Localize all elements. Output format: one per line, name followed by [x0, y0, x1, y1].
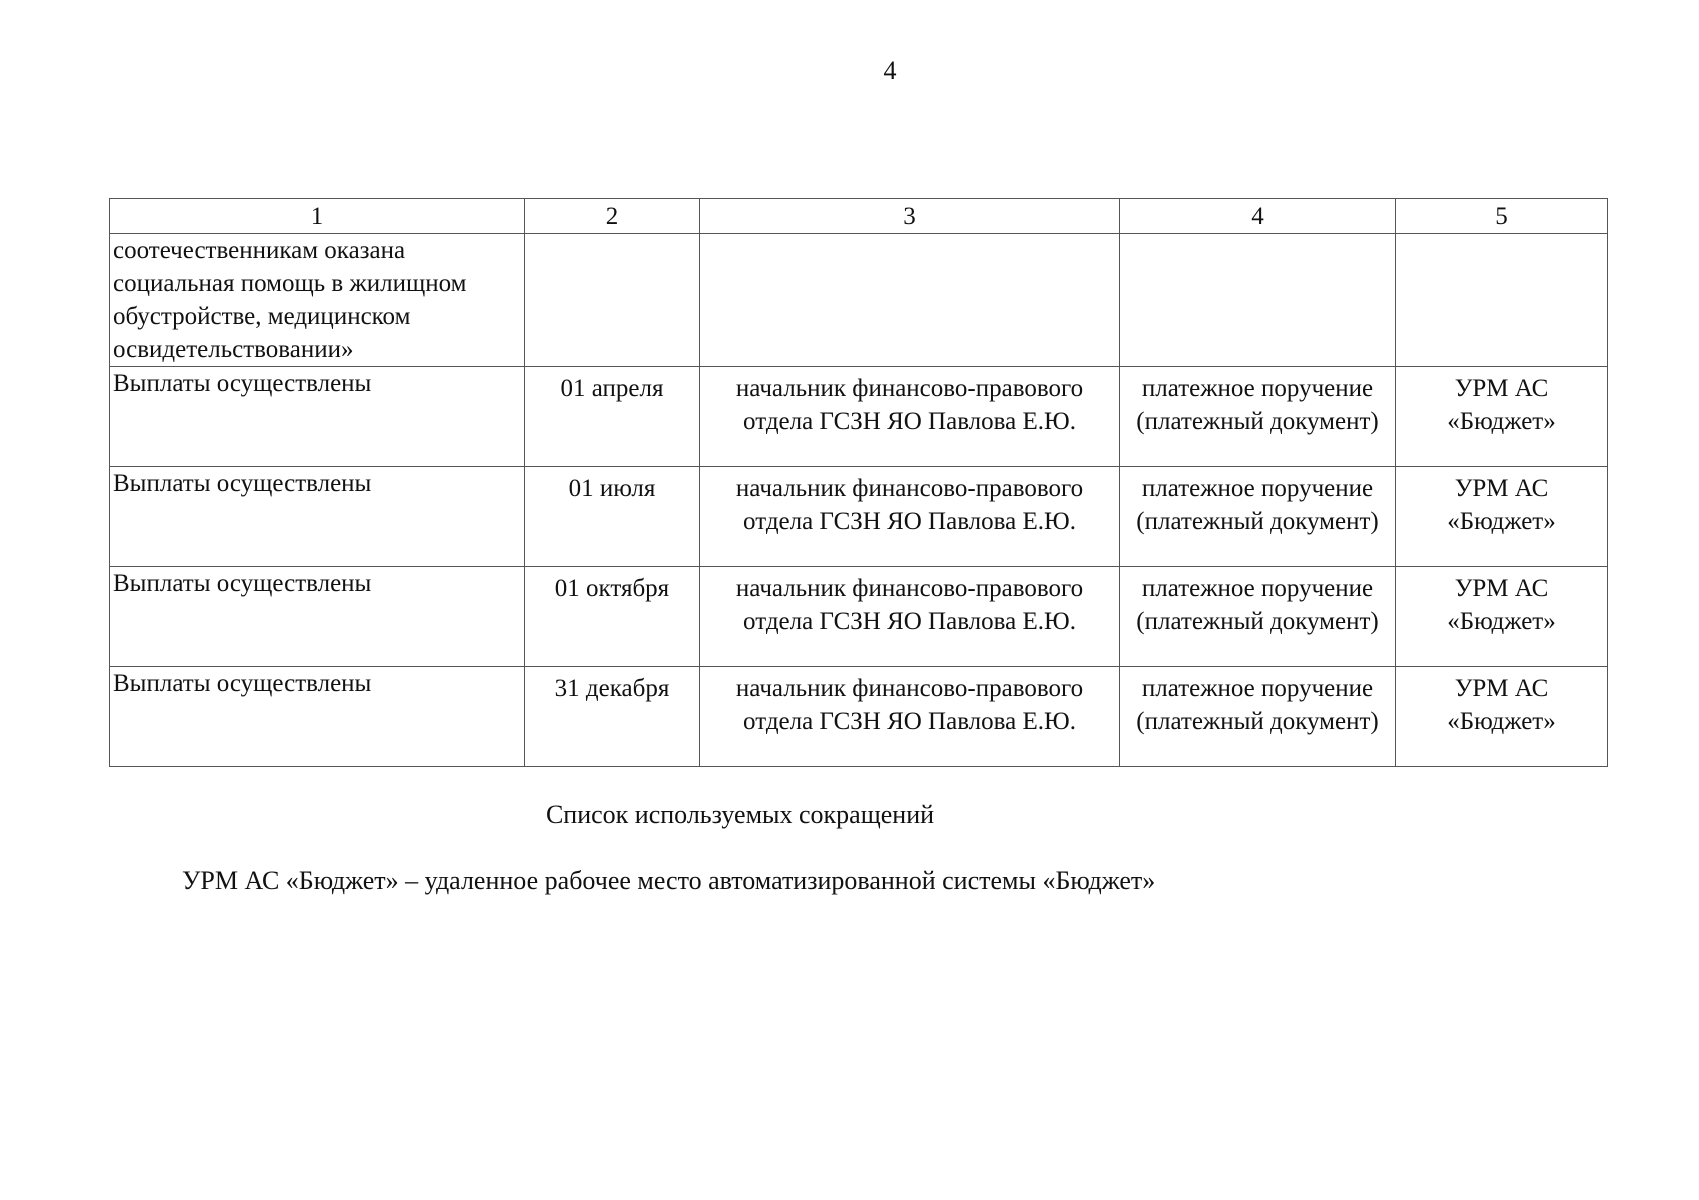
date-cell: 01 апреля	[525, 367, 700, 467]
date-cell: 01 октября	[525, 567, 700, 667]
responsible-cell: начальник финансово-правового отдела ГСЗН ЯО Павлова Е.Ю.	[700, 467, 1120, 567]
system-cell: УРМ АС «Бюджет»	[1396, 467, 1608, 567]
system-cell: УРМ АС «Бюджет»	[1396, 667, 1608, 767]
table-row	[110, 234, 1608, 367]
document-cell: платежное поручение (платежный документ)	[1120, 367, 1396, 467]
table-row	[110, 467, 1608, 567]
document-cell: платежное поручение (платежный документ)	[1120, 567, 1396, 667]
responsible-cell: начальник финансово-правового отдела ГСЗН ЯО Павлова Е.Ю.	[700, 567, 1120, 667]
date-cell: 31 декабря	[525, 667, 700, 767]
system-cell: УРМ АС «Бюджет»	[1396, 367, 1608, 467]
document-cell: платежное поручение (платежный документ)	[1120, 667, 1396, 767]
responsible-cell: начальник финансово-правового отдела ГСЗН ЯО Павлова Е.Ю.	[700, 367, 1120, 467]
column-header-3: 3	[700, 199, 1120, 234]
abbreviation-entry: УРМ АС «Бюджет» – удаленное рабочее место автоматизированной системы «Бюджет»	[182, 866, 1156, 895]
column-header-4: 4	[1120, 199, 1396, 234]
responsible-cell: начальник финансово-правового отдела ГСЗН ЯО Павлова Е.Ю.	[700, 667, 1120, 767]
event-cell: Выплаты осуществлены	[110, 367, 525, 467]
abbreviations-heading: Список используемых сокращений	[545, 800, 935, 829]
table-row	[110, 667, 1608, 767]
continuation-cell: соотечественникам оказана социальная помощь в жилищном обустройстве, медицинском освидетельствовании»	[110, 234, 525, 367]
column-header-5: 5	[1396, 199, 1608, 234]
page-number: 4	[883, 56, 897, 85]
empty-cell	[1120, 234, 1396, 367]
empty-cell	[525, 234, 700, 367]
table-row	[110, 367, 1608, 467]
document-cell: платежное поручение (платежный документ)	[1120, 467, 1396, 567]
date-cell: 01 июля	[525, 467, 700, 567]
event-cell: Выплаты осуществлены	[110, 467, 525, 567]
empty-cell	[1396, 234, 1608, 367]
column-header-2: 2	[525, 199, 700, 234]
header-row	[110, 199, 1608, 234]
table-row	[110, 567, 1608, 667]
empty-cell	[700, 234, 1120, 367]
system-cell: УРМ АС «Бюджет»	[1396, 567, 1608, 667]
schedule-table	[109, 198, 1608, 767]
event-cell: Выплаты осуществлены	[110, 567, 525, 667]
column-header-1: 1	[110, 199, 525, 234]
event-cell: Выплаты осуществлены	[110, 667, 525, 767]
